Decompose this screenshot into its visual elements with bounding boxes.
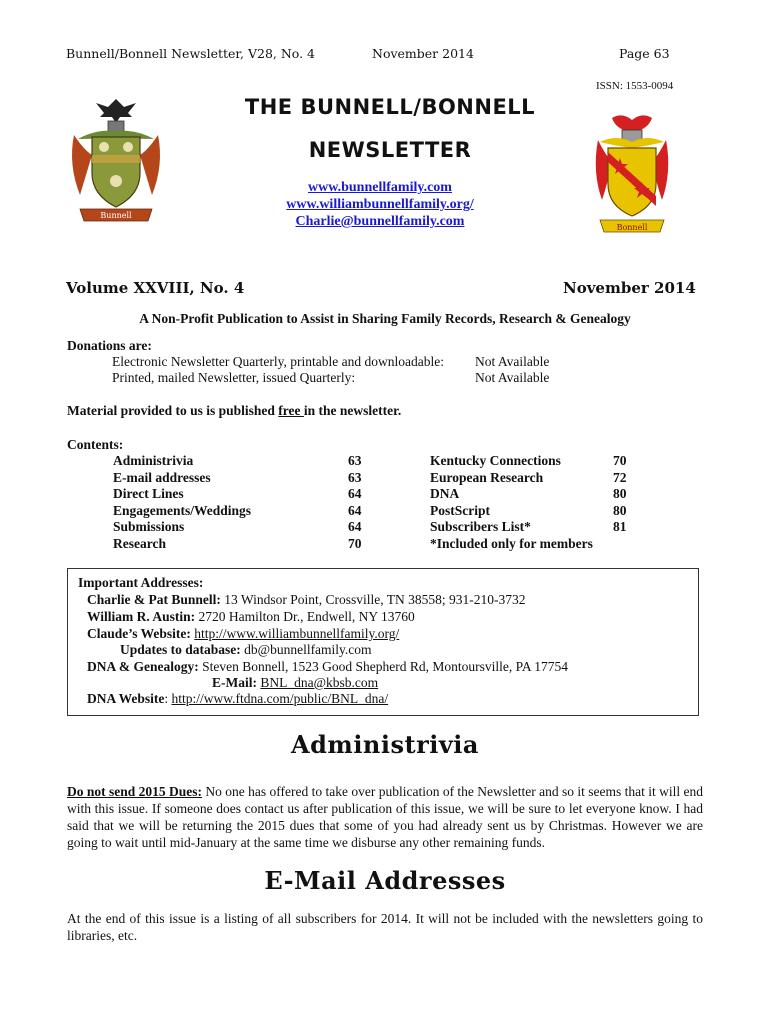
contents-page: 64 — [348, 519, 362, 534]
masthead-title-line2: NEWSLETTER — [308, 138, 472, 162]
donations-heading: Donations are: — [67, 338, 152, 353]
administrivia-paragraph: Do not send 2015 Dues: No one has offered to take over publication of the Newsletter and so it seems that it will end with this issue. If someone does contact us after publication of this issue, we will be sure to let everyone know. I had said that we will be returning the 2015 dues that some of you had already sent us by Christmas. However we are going to wait until mid-January at the same time we disburse any other remaining funds. — [67, 784, 704, 850]
contents-page: 70 — [613, 453, 627, 468]
claude-website: Claude’s Website: http://www.williambunnellfamily.org/ — [87, 626, 400, 641]
contents-item: Submissions — [113, 519, 185, 534]
donation-value-1: Not Available — [475, 354, 550, 369]
header-date: November 2014 — [372, 46, 474, 61]
donation-label-1: Electronic Newsletter Quarterly, printable and downloadable: — [112, 354, 444, 369]
contents-page: 80 — [613, 502, 627, 518]
contents-page: 64 — [348, 502, 362, 518]
bunnell-crest-icon — [66, 95, 166, 230]
contents-item: Direct Lines — [113, 486, 184, 501]
contents-item: European Research — [430, 469, 544, 485]
contents-right-pages — [613, 453, 627, 536]
donation-value-2: Not Available — [475, 370, 550, 385]
claude-website-link[interactable]: http://www.williambunnellfamily.org/ — [194, 626, 400, 641]
link-bunnellfamily[interactable]: www.bunnellfamily.com — [308, 180, 452, 195]
material-note: Material provided to us is published free in the newsletter. — [67, 403, 402, 418]
volume-date: November 2014 — [563, 279, 696, 297]
masthead-links — [170, 179, 590, 230]
contents-item: Engagements/Weddings — [113, 502, 252, 518]
issn: ISSN: 1553-0094 — [596, 80, 674, 92]
dna-website: DNA Website: http://www.ftdna.com/public/BNL_dna/ — [87, 691, 389, 706]
contents-item: Kentucky Connections — [430, 453, 561, 468]
contents-heading: Contents: — [67, 437, 124, 452]
volume-number: Volume XXVIII, No. 4 — [66, 279, 245, 297]
contents-left-pages — [348, 453, 362, 552]
address-bunnell: Charlie & Pat Bunnell: 13 Windsor Point, Crossville, TN 38558; 931-210-3732 — [87, 592, 526, 607]
contents-page: 63 — [348, 453, 362, 468]
contents-item: Subscribers List* — [430, 519, 531, 534]
administrivia-heading: Administrivia — [291, 730, 479, 759]
masthead-title-line1: THE BUNNELL/BONNELL — [244, 95, 536, 119]
contents-page: 80 — [613, 486, 627, 501]
donation-label-2: Printed, mailed Newsletter, issued Quarterly: — [112, 370, 356, 385]
database-updates: Updates to database: db@bunnellfamily.com — [120, 642, 372, 657]
tagline: A Non-Profit Publication to Assist in Sharing Family Records, Research & Genealogy — [139, 311, 631, 326]
contents-page: 70 — [348, 535, 362, 551]
email-addresses-paragraph: At the end of this issue is a listing of all subscribers for 2014. It will not be included with the newsletters going to libraries, etc. — [67, 911, 703, 943]
link-charlie-email[interactable]: Charlie@bunnellfamily.com — [295, 214, 465, 229]
contents-item: *Included only for members — [430, 535, 593, 551]
important-addresses-box — [67, 568, 699, 716]
addresses-heading: Important Addresses: — [78, 575, 204, 590]
contents-item: Administrivia — [113, 453, 194, 468]
contents-page: 81 — [613, 519, 627, 534]
contents-page: 64 — [348, 486, 362, 501]
bunnell-crest-label: Bunnell — [100, 211, 132, 220]
contents-item: PostScript — [430, 502, 490, 518]
dna-website-link[interactable]: http://www.ftdna.com/public/BNL_dna/ — [171, 691, 389, 706]
contents-page: 72 — [613, 469, 627, 485]
contents-item: E-mail addresses — [113, 469, 211, 485]
header-page: Page 63 — [619, 46, 670, 61]
header-left: Bunnell/Bonnell Newsletter, V28, No. 4 — [66, 46, 315, 61]
dna-email-link[interactable]: BNL_dna@kbsb.com — [260, 675, 379, 690]
email-addresses-heading: E-Mail Addresses — [264, 866, 506, 895]
contents-left-list — [113, 453, 251, 552]
dna-genealogy-address: DNA & Genealogy: Steven Bonnell, 1523 Good Shepherd Rd, Montoursville, PA 17754 — [87, 659, 569, 674]
address-austin: William R. Austin: 2720 Hamilton Dr., Endwell, NY 13760 — [87, 609, 415, 624]
contents-page: 63 — [348, 469, 362, 485]
link-williambunnellfamily[interactable]: www.williambunnellfamily.org/ — [286, 197, 474, 212]
contents-item: Research — [113, 535, 166, 551]
contents-right-list — [430, 453, 593, 552]
contents-item: DNA — [430, 486, 460, 501]
dna-email: E-Mail: BNL_dna@kbsb.com — [212, 675, 379, 690]
bonnell-crest-label: Bonnell — [616, 223, 648, 232]
